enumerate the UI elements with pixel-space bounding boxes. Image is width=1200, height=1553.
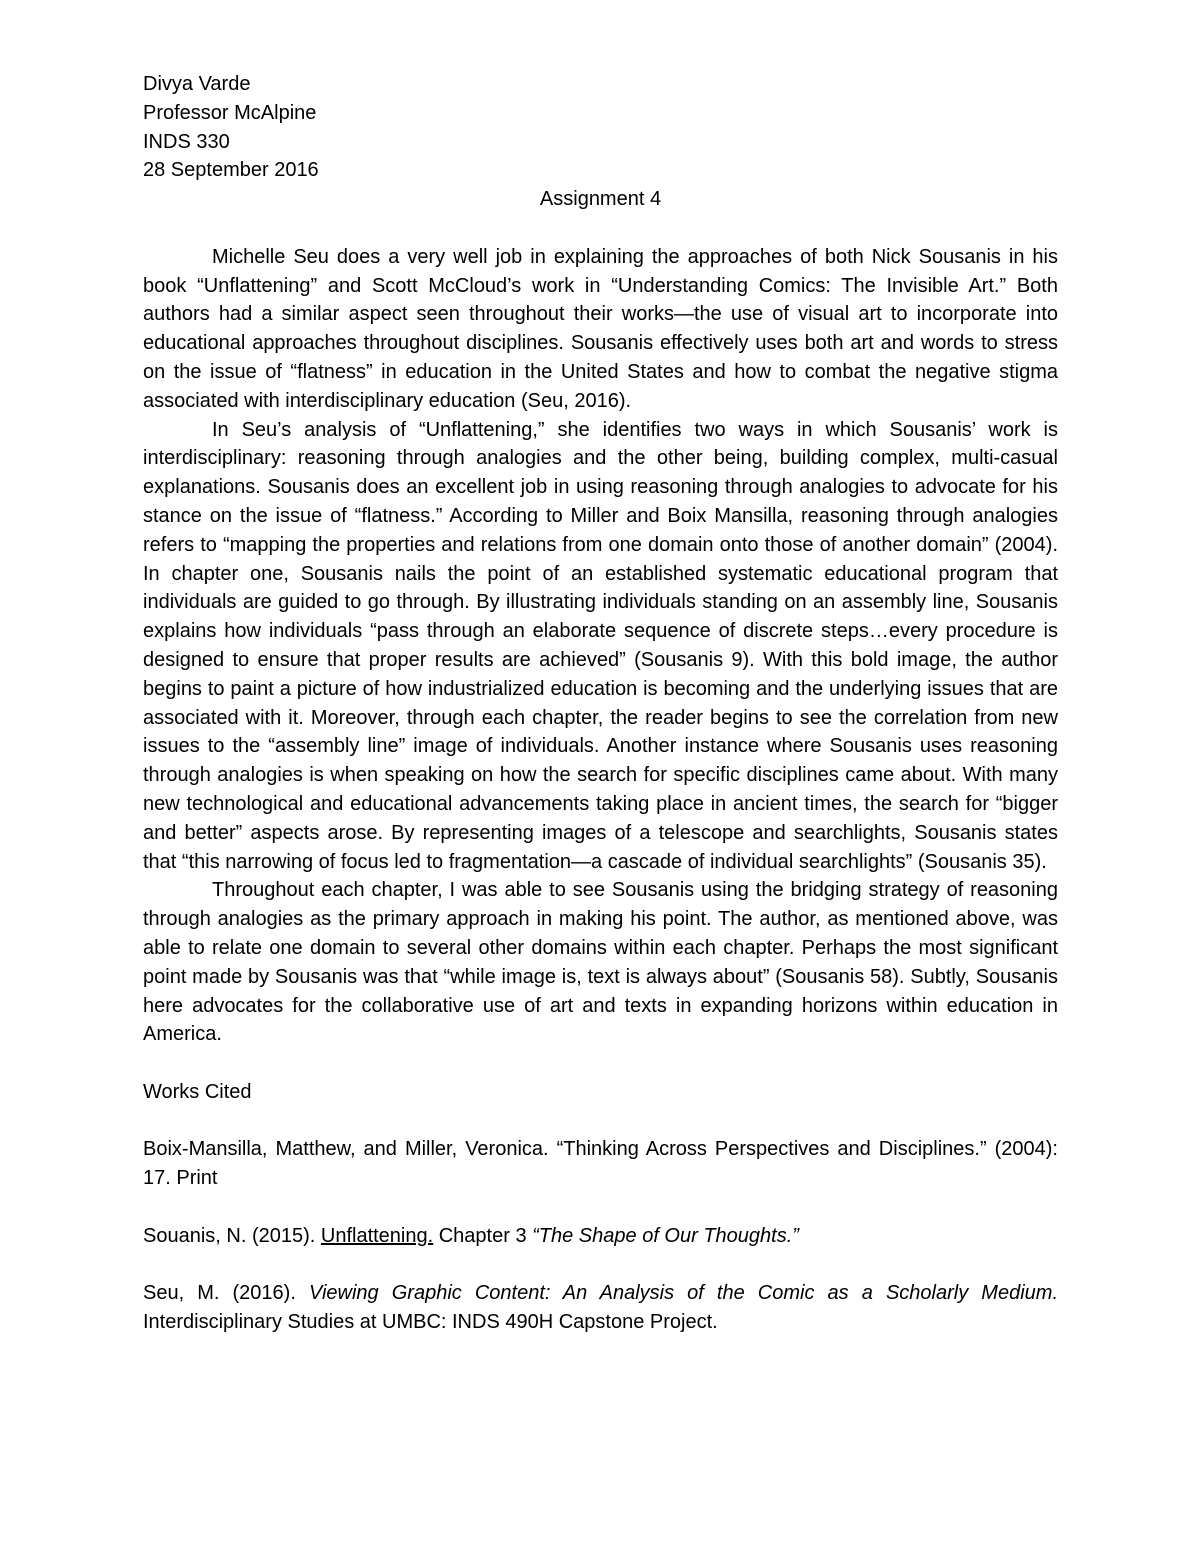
spacer bbox=[143, 1107, 1058, 1136]
spacer bbox=[143, 1049, 1058, 1078]
course-code: INDS 330 bbox=[143, 130, 230, 153]
spacer bbox=[143, 1251, 1058, 1280]
page-title: Assignment 4 bbox=[539, 188, 662, 211]
body-paragraph-1: Michelle Seu does a very well job in explaining the approaches of both Nick Sousanis in his book “Unflattening” and Scott McCloud’s work in “Understanding Comics: The Invisible Art.” Both authors had a similar aspect seen throughout their works—the use of visual art to incorporate into educational approaches throughout disciplines. Sousanis effectively uses both art and words to stress on the issue of “flatness” in education in the United States and how to combat the negative stigma associated with interdisciplinary education (Seu, 2016). bbox=[143, 245, 1058, 412]
body-paragraph-2: In Seu’s analysis of “Unflattening,” she identifies two ways in which Sousanis’ work is interdisciplinary: reasoning through analogies and the other being, building complex, multi-casual explanations. Sousanis does an excellent job in using reasoning through analogies to advocate for his stance on the issue of “flatness.” According to Miller and Boix Mansilla, reasoning through analogies refers to “mapping the properties and relations from one domain onto those of another domain” (2004). In chapter one, Sousanis nails the point of an established systematic educational program that individuals are guided to go through. By illustrating individuals standing on an assembly line, Sousanis explains how individuals “pass through an elaborate sequence of discrete steps…every procedure is designed to ensure that proper results are achieved” (Sousanis 9). With this bold image, the author begins to paint a picture of how industrialized education is becoming and the underlying issues that are associated with it. Moreover, through each chapter, the reader begins to see the correlation from new issues to the “assembly line” image of individuals. Another instance where Sousanis uses reasoning through analogies is when speaking on how the search for specific disciplines came about. With many new technological and educational advancements taking place in ancient times, the search for “bigger and better” aspects arose. By representing images of a telescope and searchlights, Sousanis states that “this narrowing of focus led to fragmentation—a cascade of individual searchlights” (Sousanis 35). bbox=[143, 418, 1058, 873]
citation-3-prefix: Seu, M. (2016). bbox=[143, 1282, 309, 1305]
spacer bbox=[143, 1193, 1058, 1222]
citation-2-book-title: Unflattening. bbox=[320, 1224, 434, 1247]
citation-2-chapter-title: “The Shape of Our Thoughts.” bbox=[532, 1224, 799, 1247]
citation-1: Boix-Mansilla, Matthew, and Miller, Veronica. “Thinking Across Perspectives and Disciplines.” (2004): 17. Print bbox=[143, 1138, 1058, 1190]
citation-3-title: Viewing Graphic Content: An Analysis of the Comic as a Scholarly Medium. bbox=[308, 1282, 1058, 1305]
spacer bbox=[143, 214, 1058, 243]
citation-3 bbox=[143, 1279, 1058, 1337]
body-paragraph-3: Throughout each chapter, I was able to see Sousanis using the bridging strategy of reasoning through analogies as the primary approach in making his point. The author, as mentioned above, was able to relate one domain to several other domains within each chapter. Perhaps the most significant point made by Sousanis was that “while image is, text is always about” (Sousanis 58). Subtly, Sousanis here advocates for the collaborative use of art and texts in expanding horizons within education in America. bbox=[143, 879, 1058, 1046]
citation-3-suffix: Interdisciplinary Studies at UMBC: INDS 490H Capstone Project. bbox=[143, 1311, 718, 1334]
citation-2-middle: Chapter 3 bbox=[433, 1224, 533, 1247]
author-name: Divya Varde bbox=[143, 73, 251, 95]
document-page bbox=[143, 70, 1058, 1337]
citation-2-prefix: Souanis, N. (2015). bbox=[143, 1224, 321, 1247]
date: 28 September 2016 bbox=[143, 159, 319, 182]
works-cited-heading: Works Cited bbox=[143, 1080, 252, 1103]
citation-2 bbox=[143, 1222, 1058, 1251]
professor-name: Professor McAlpine bbox=[143, 101, 317, 124]
